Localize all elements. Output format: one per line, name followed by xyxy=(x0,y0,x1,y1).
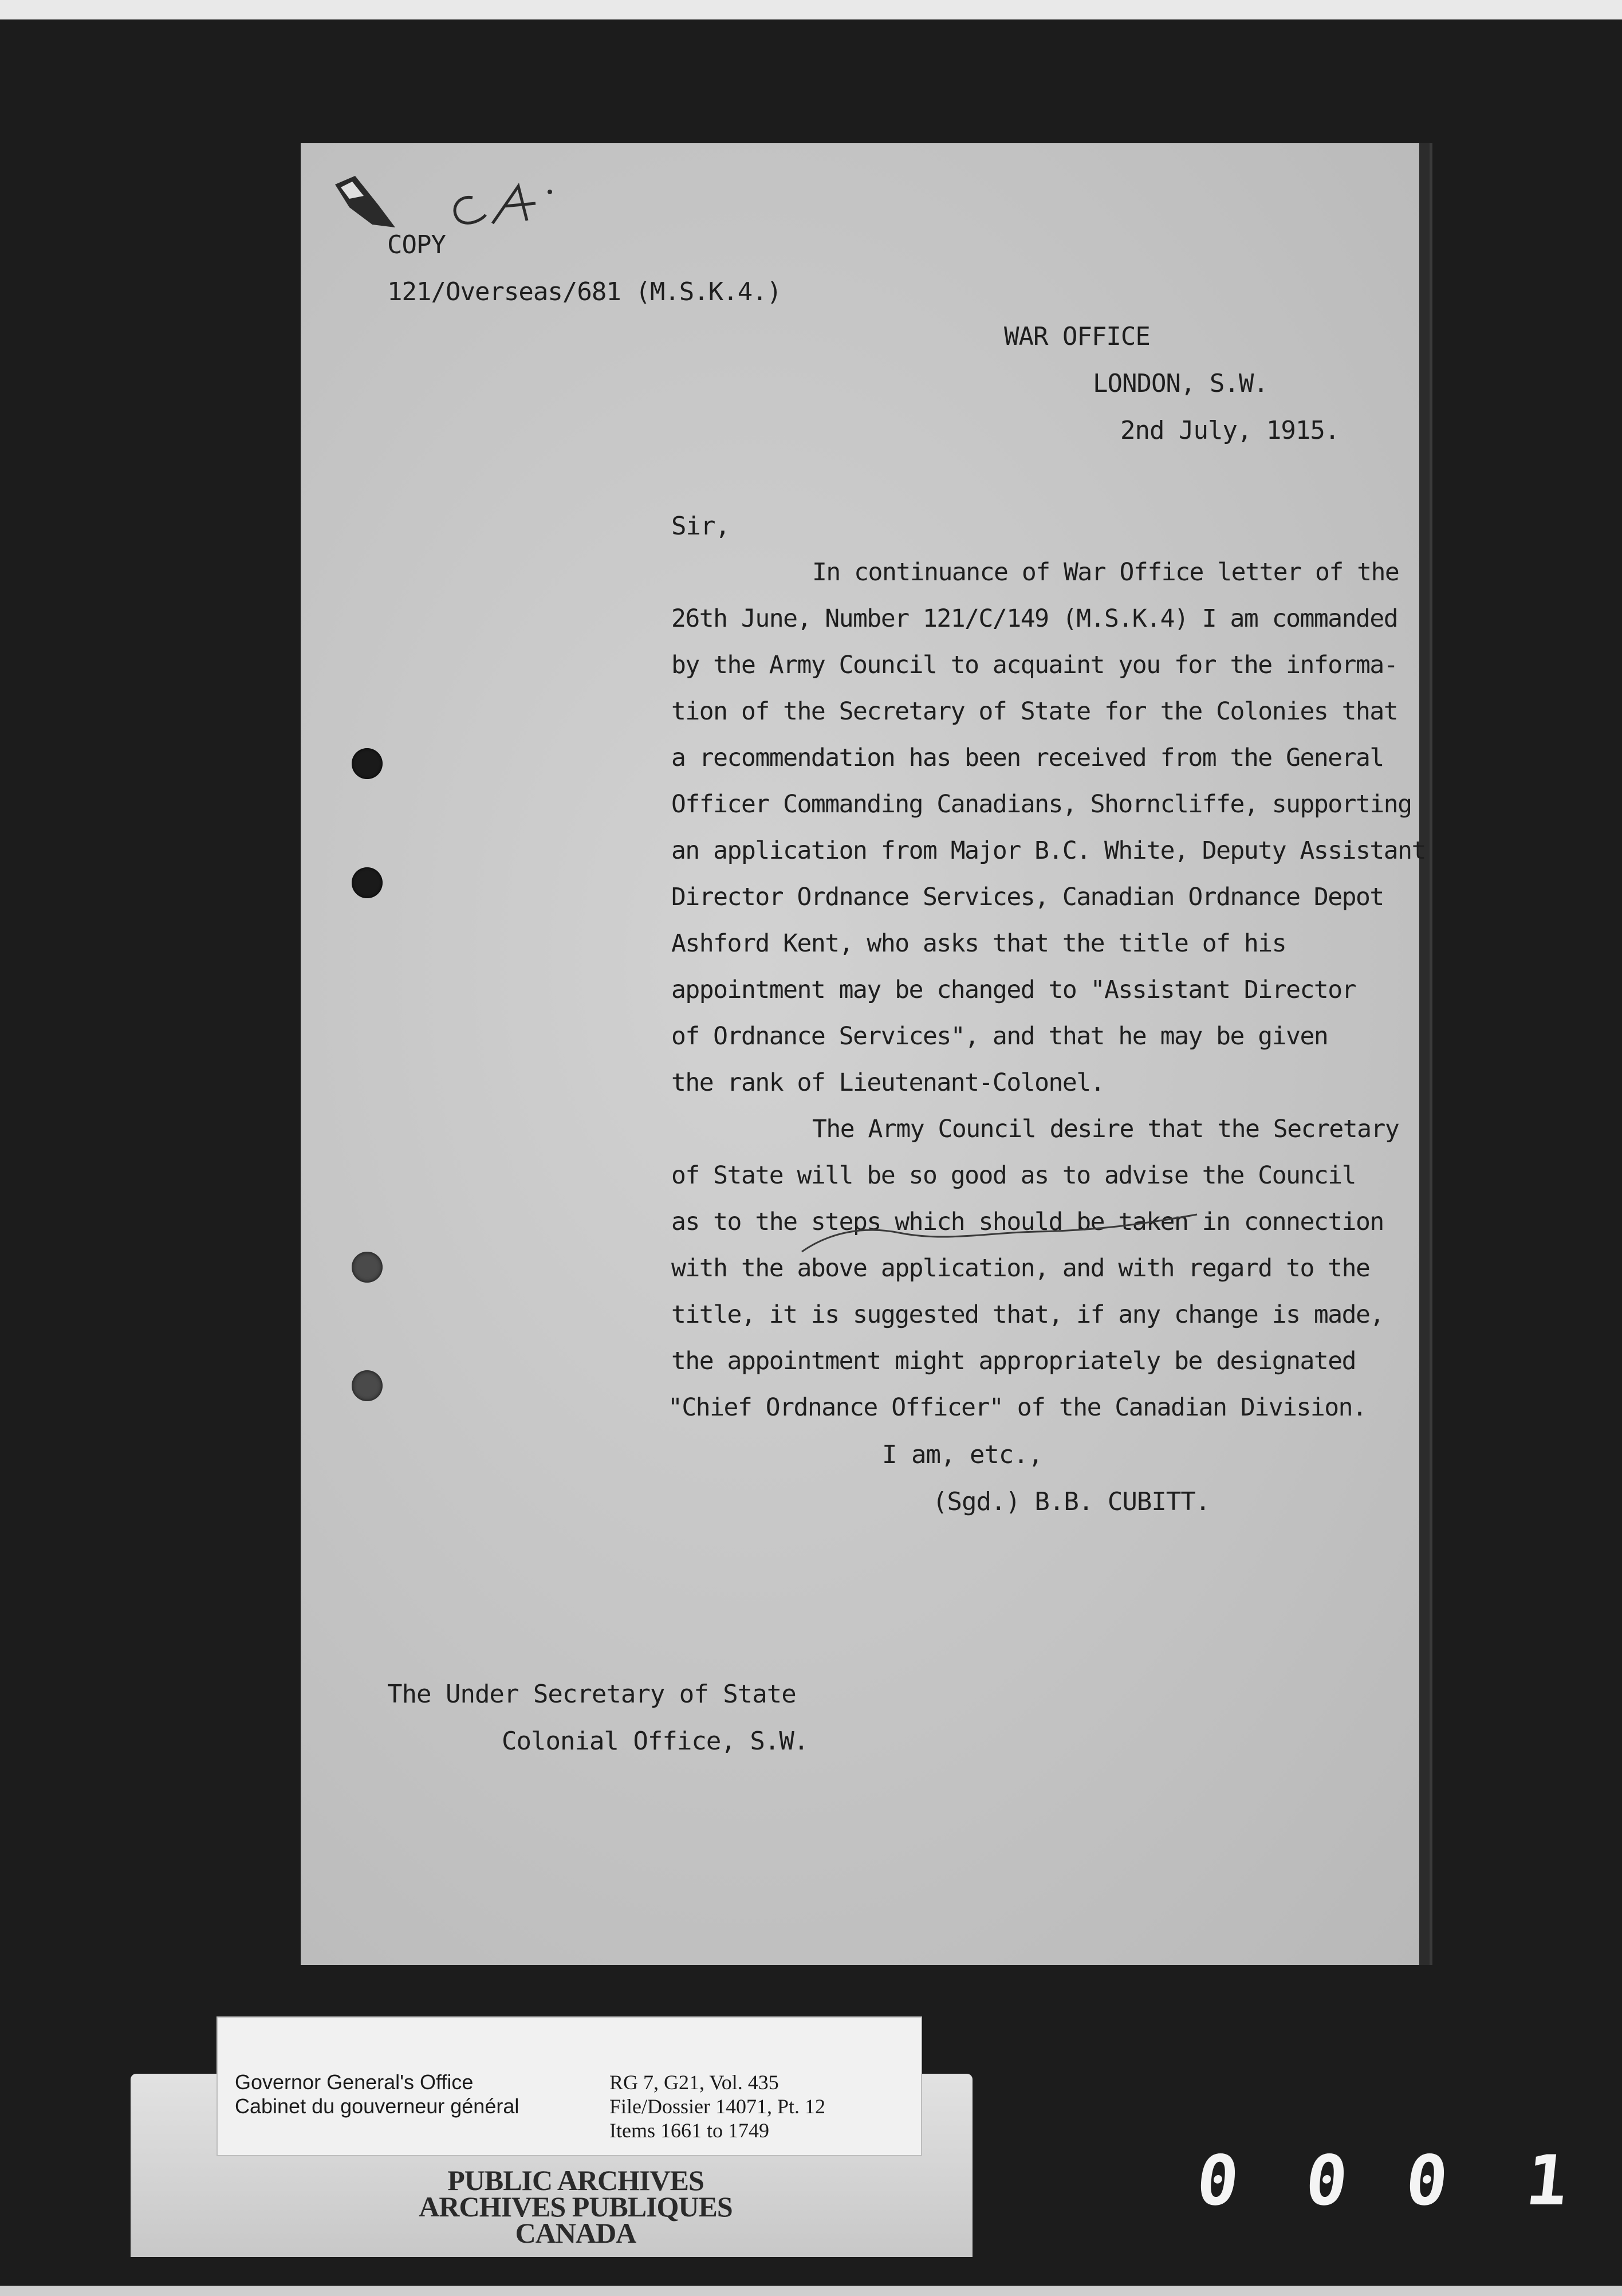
label-ref-group: RG 7, G21, Vol. 435 xyxy=(609,2071,779,2094)
sender-office: WAR OFFICE xyxy=(1004,322,1150,351)
punch-hole xyxy=(352,748,383,779)
archive-stamp-line-3: CANADA xyxy=(515,2217,636,2249)
body-line: an application from Major B.C. White, Deputy Assistant xyxy=(671,836,1426,865)
signature: (Sgd.) B.B. CUBITT. xyxy=(932,1487,1210,1516)
handwritten-annotation-mark xyxy=(441,175,573,238)
body-line: title, it is suggested that, if any change is made, xyxy=(671,1300,1384,1329)
body-line: the rank of Lieutenant-Colonel. xyxy=(671,1068,1105,1097)
body-line: as to the steps which should be taken in connection xyxy=(671,1208,1384,1236)
letter-date: 2nd July, 1915. xyxy=(1120,416,1340,445)
body-line: "Chief Ordnance Officer" of the Canadian Division. xyxy=(668,1393,1367,1422)
label-ref-items: Items 1661 to 1749 xyxy=(609,2119,769,2142)
label-ref-file: File/Dossier 14071, Pt. 12 xyxy=(609,2095,826,2118)
body-line: of Ordnance Services", and that he may be given xyxy=(671,1022,1328,1051)
archive-stamp-line-1: PUBLIC ARCHIVES xyxy=(447,2164,704,2196)
film-top-strip xyxy=(0,0,1622,19)
page-shadow-edge xyxy=(1419,143,1430,1965)
body-line: the appointment might appropriately be designated xyxy=(671,1347,1356,1375)
body-line: appointment may be changed to "Assistant Director xyxy=(671,976,1356,1004)
body-line: with the above application, and with regard to the xyxy=(671,1254,1370,1283)
body-line: 26th June, Number 121/C/149 (M.S.K.4) I am commanded xyxy=(671,604,1398,633)
recipient-line-2: Colonial Office, S.W. xyxy=(502,1727,809,1756)
body-line: tion of the Secretary of State for the Colonies that xyxy=(671,697,1398,726)
closing: I am, etc., xyxy=(882,1440,1043,1469)
pencil-underline-mark xyxy=(796,1197,1208,1260)
archive-label xyxy=(216,2016,922,2156)
punch-hole xyxy=(352,1370,383,1401)
body-line: Ashford Kent, who asks that the title of his xyxy=(671,929,1286,958)
body-line: Officer Commanding Canadians, Shorncliffe, supporting xyxy=(671,790,1412,819)
body-line: by the Army Council to acquaint you for the informa- xyxy=(671,651,1398,679)
frame-number-digit: 1 xyxy=(1522,2141,1572,2221)
frame-number-digit: 0 xyxy=(1192,2141,1243,2221)
reference-number: 121/Overseas/681 (M.S.K.4.) xyxy=(387,277,782,306)
body-line: The Army Council desire that the Secretary xyxy=(812,1115,1399,1143)
body-line: of State will be so good as to advise the Council xyxy=(671,1161,1356,1190)
recipient-line-1: The Under Secretary of State xyxy=(387,1680,796,1709)
frame-number-digit: 0 xyxy=(1301,2141,1352,2221)
body-line: Director Ordnance Services, Canadian Ordnance Depot xyxy=(671,883,1384,911)
sender-city: LONDON, S.W. xyxy=(1093,369,1268,398)
label-office-en: Governor General's Office xyxy=(235,2070,474,2094)
label-office-fr: Cabinet du gouverneur général xyxy=(235,2094,519,2118)
salutation: Sir, xyxy=(671,512,730,541)
body-line: a recommendation has been received from the General xyxy=(671,744,1384,772)
punch-hole xyxy=(352,1252,383,1283)
copy-mark: COPY xyxy=(387,230,446,260)
punch-hole xyxy=(352,867,383,898)
archive-stamp-line-2: ARCHIVES PUBLIQUES xyxy=(419,2191,733,2223)
frame-number-digit: 0 xyxy=(1401,2141,1452,2221)
film-bottom-strip xyxy=(0,2286,1622,2296)
body-line: In continuance of War Office letter of the xyxy=(812,558,1399,587)
